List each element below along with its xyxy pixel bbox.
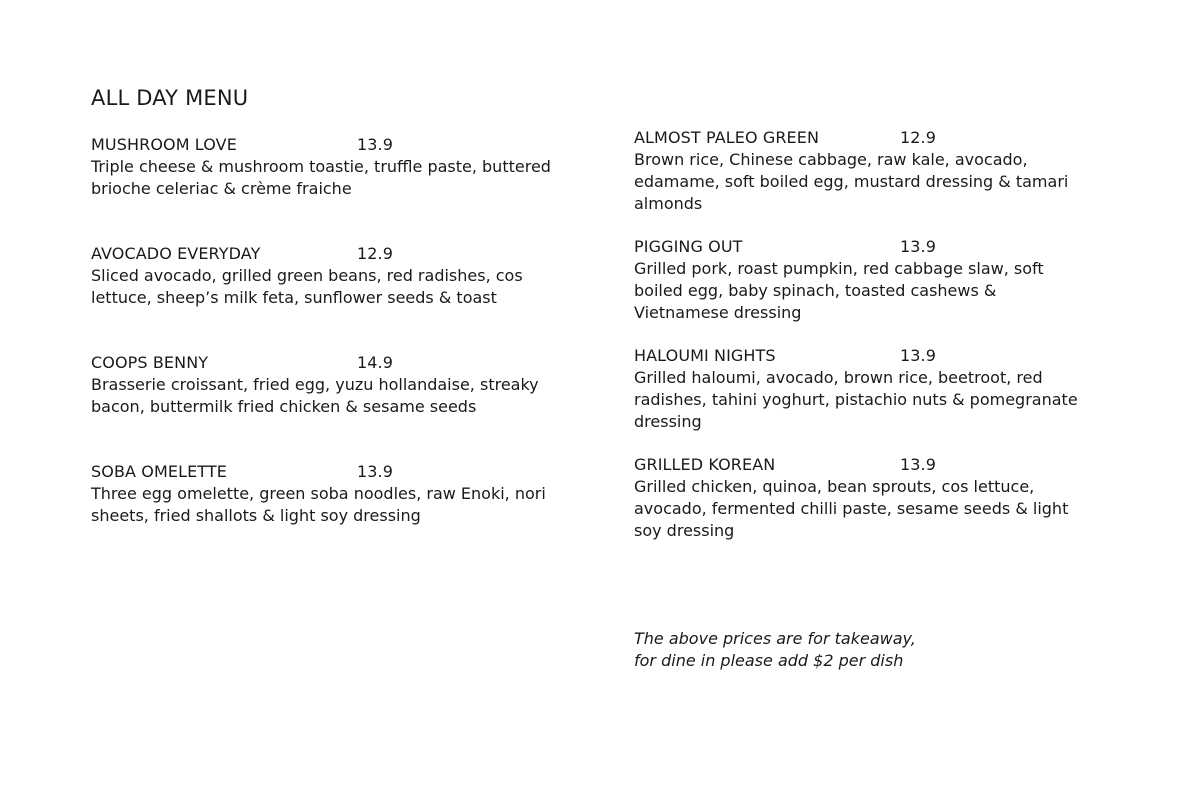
menu-item-almost-paleo-green [634, 127, 1114, 215]
item-description [91, 374, 591, 418]
item-price: 13.9 [900, 346, 937, 365]
item-name: SOBA OMELETTE [91, 462, 227, 481]
note-line: for dine in please add $2 per dish [634, 651, 904, 670]
item-name: AVOCADO EVERYDAY [91, 244, 261, 263]
item-header [634, 454, 1114, 476]
item-price: 13.9 [357, 135, 394, 154]
item-description-line: Brasserie croissant, fried egg, yuzu hollandaise, streaky [91, 375, 539, 394]
item-header [91, 461, 591, 483]
item-description [634, 149, 1114, 215]
item-description-line: Grilled pork, roast pumpkin, red cabbage slaw, soft [634, 259, 1044, 278]
item-description-line: almonds [634, 194, 703, 213]
item-description-line: Brown rice, Chinese cabbage, raw kale, avocado, [634, 150, 1028, 169]
item-name: MUSHROOM LOVE [91, 135, 237, 154]
item-description-line: Grilled chicken, quinoa, bean sprouts, cos lettuce, [634, 477, 1035, 496]
item-header [634, 345, 1114, 367]
item-description-line: bacon, buttermilk fried chicken & sesame seeds [91, 397, 477, 416]
item-description [634, 258, 1114, 324]
item-price: 12.9 [900, 128, 937, 147]
item-description-line: avocado, fermented chilli paste, sesame seeds & light [634, 499, 1069, 518]
item-price: 13.9 [357, 462, 394, 481]
menu-item-haloumi-nights [634, 345, 1114, 433]
item-description-line: edamame, soft boiled egg, mustard dressing & tamari [634, 172, 1069, 191]
item-price: 12.9 [357, 244, 394, 263]
menu-item-avocado-everyday [91, 243, 591, 309]
item-description-line: Vietnamese dressing [634, 303, 802, 322]
item-description-line: lettuce, sheep’s milk feta, sunflower seeds & toast [91, 288, 497, 307]
item-description [634, 476, 1114, 542]
item-description-line: radishes, tahini yoghurt, pistachio nuts & pomegranate [634, 390, 1078, 409]
item-name: GRILLED KOREAN [634, 455, 776, 474]
item-description [91, 265, 591, 309]
item-header [634, 127, 1114, 149]
item-description-line: soy dressing [634, 521, 735, 540]
menu-item-coops-benny [91, 352, 591, 418]
item-description [91, 483, 591, 527]
menu-item-soba-omelette [91, 461, 591, 527]
item-description-line: Triple cheese & mushroom toastie, truffle paste, buttered [91, 157, 551, 176]
item-description-line: Sliced avocado, grilled green beans, red radishes, cos [91, 266, 523, 285]
menu-item-grilled-korean [634, 454, 1114, 542]
takeaway-price-note [634, 628, 916, 672]
item-description [91, 156, 591, 200]
item-name: ALMOST PALEO GREEN [634, 128, 820, 147]
item-description-line: dressing [634, 412, 702, 431]
item-description-line: boiled egg, baby spinach, toasted cashews & [634, 281, 997, 300]
item-description-line: Grilled haloumi, avocado, brown rice, beetroot, red [634, 368, 1043, 387]
item-price: 13.9 [900, 237, 937, 256]
item-header [91, 134, 591, 156]
item-header [634, 236, 1114, 258]
item-price: 14.9 [357, 353, 394, 372]
item-price: 13.9 [900, 455, 937, 474]
note-line: The above prices are for takeaway, [634, 629, 916, 648]
item-header [91, 243, 591, 265]
menu-item-mushroom-love [91, 134, 591, 200]
item-description [634, 367, 1114, 433]
menu-title: ALL DAY MENU [91, 86, 249, 110]
item-description-line: brioche celeriac & crème fraiche [91, 179, 352, 198]
item-name: PIGGING OUT [634, 237, 743, 256]
menu-item-pigging-out [634, 236, 1114, 324]
item-name: COOPS BENNY [91, 353, 209, 372]
item-description-line: sheets, fried shallots & light soy dressing [91, 506, 421, 525]
item-header [91, 352, 591, 374]
item-description-line: Three egg omelette, green soba noodles, raw Enoki, nori [91, 484, 546, 503]
item-name: HALOUMI NIGHTS [634, 346, 776, 365]
